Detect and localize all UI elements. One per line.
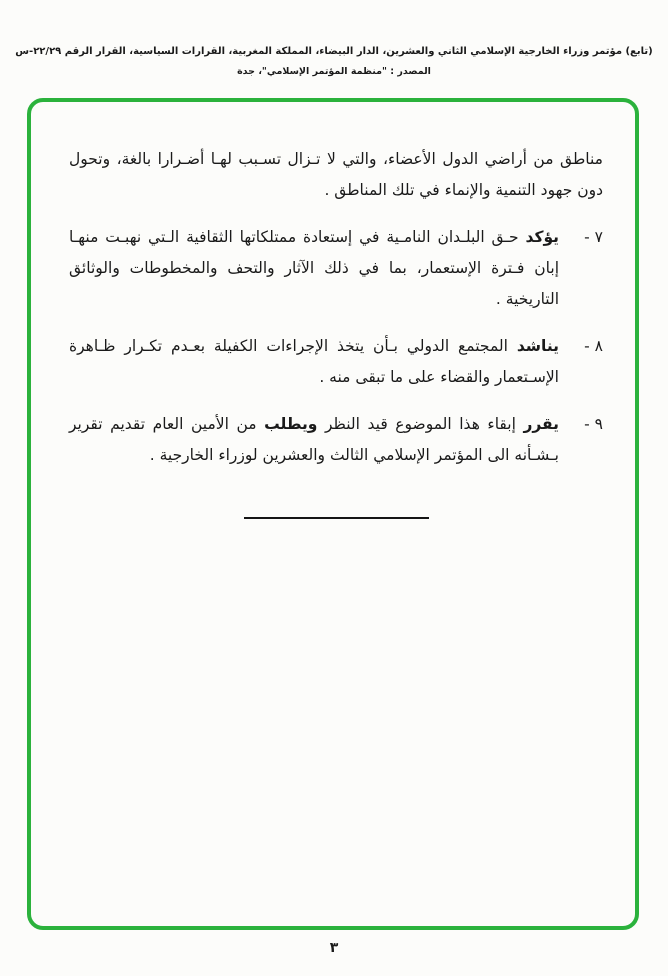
page-frame — [27, 98, 639, 930]
item-text — [69, 331, 559, 393]
item-text — [69, 222, 559, 315]
item-lead-word: يؤكد — [525, 228, 559, 246]
item-number: ٨ - — [584, 337, 603, 355]
item-number: ٩ - — [584, 415, 603, 433]
item-body-text: المجتمع الدولي بـأن يتخذ الإجراءات الكفيلة بعـدم تكـرار ظـاهرة الإسـتعمار والقضاء على ما تبقى منه . — [69, 337, 559, 386]
item-body-text: إبقاء هذا الموضوع قيد النظر — [324, 415, 516, 433]
resolution-item-7 — [69, 222, 603, 315]
item-text — [69, 409, 559, 471]
item-number: ٧ - — [584, 228, 603, 246]
continuation-paragraph: مناطق من أراضي الدول الأعضاء، والتي لا تـزال تسـبب لهـا أضـرارا بالغة، وتحول دون جهود التنمية والإنماء في تلك المناطق . — [69, 150, 603, 199]
separator-line — [244, 517, 429, 519]
page-number: ٣ — [329, 940, 339, 956]
header-source: المصدر : "منظمة المؤتمر الإسلامي"، جدة — [237, 66, 431, 77]
header-citation: (تابع) مؤتمر وزراء الخارجية الإسلامي الثاني والعشرين، الدار البيضاء، المملكة المغربية، القرارات السياسية، القرار الرقم ٢٢/٢٩-س — [15, 46, 653, 57]
item-body-text-2: من الأمين العام تقديم تقرير بـشـأنه الى المؤتمر الإسلامي الثالث والعشرين لوزراء الخارجية . — [69, 415, 559, 464]
resolution-item-9 — [69, 409, 603, 471]
item-body-text: حـق البلـدان النامـية في إستعادة ممتلكاتها الثقافية الـتي نهبـت منهـا إبان فـترة الإستعمار، بما في ذلك الآثار والتحف والمخطوطات والوثائق التاريخية . — [69, 228, 559, 308]
item-lead-word: يقرر — [523, 415, 559, 433]
resolution-item-8 — [69, 331, 603, 393]
document-header — [0, 46, 668, 77]
item-lead-word: يناشد — [516, 337, 559, 355]
item-lead-word-2: ويطلب — [264, 415, 318, 433]
resolution-text — [69, 144, 603, 519]
